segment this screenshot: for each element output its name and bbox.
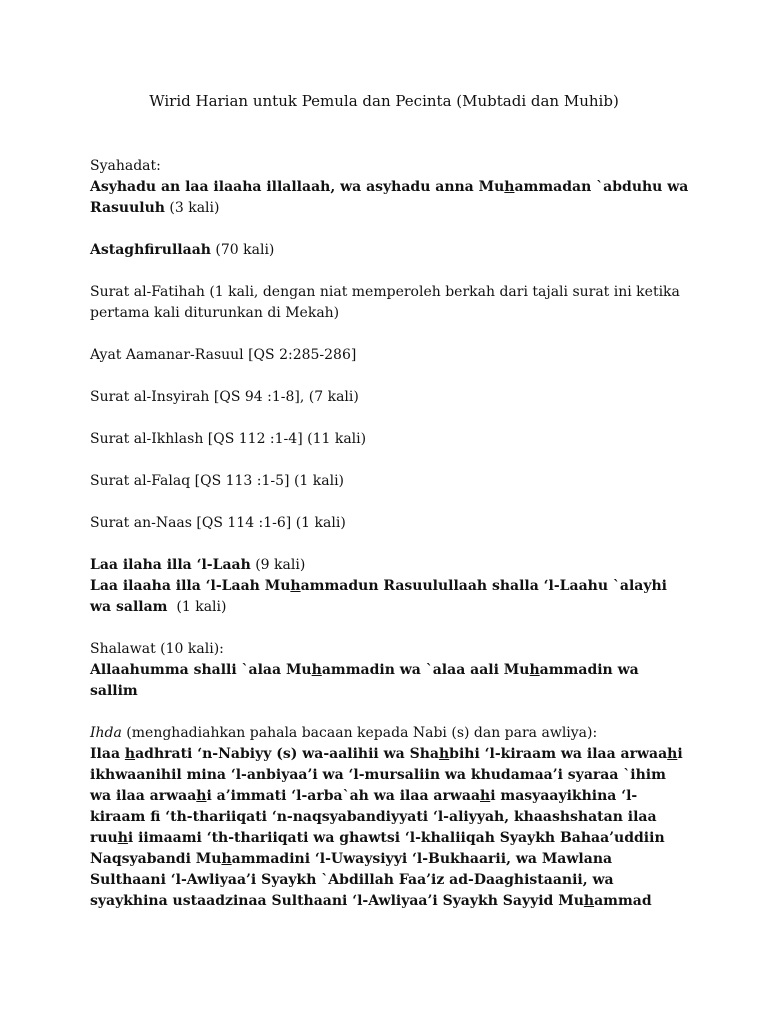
document-body bbox=[90, 156, 690, 933]
ihda-part-3: bihi ‘l-kiraam wa ilaa arwaa bbox=[449, 746, 668, 762]
ihda-underline-5: h bbox=[480, 788, 491, 804]
tahlil-line2-b: ammadun Rasuulullaah shalla ‘l-Laahu `alayhi wa sallam bbox=[90, 578, 667, 615]
tahlil-line2-a: Laa ilaaha illa ‘l-Laah Mu bbox=[90, 578, 291, 594]
aamanar-text: Ayat Aamanar-Rasuul [QS 2:285-286] bbox=[90, 347, 357, 363]
ihda-section bbox=[90, 723, 690, 912]
syahadat-label: Syahadat: bbox=[90, 158, 161, 174]
ihda-part-4: i ikhwaanihil mina ‘l-anbiyaa’i wa ‘l-mursaliin wa khudamaa’i syaraa `ihim wa ilaa arwaa bbox=[90, 746, 683, 804]
ihda-underline-2: h bbox=[438, 746, 450, 762]
shalawat-section bbox=[90, 639, 690, 702]
ihda-part-6: i masyaayikhina ‘l-kiraam fi ‘th-thariiqati ‘n-naqsyabandiyyati ‘l-aliyyah, khaashshatan ilaa ruu bbox=[90, 788, 657, 846]
tahlil-line1: Laa ilaha illa ‘l-Laah bbox=[90, 557, 251, 573]
istighfar-count: (70 kali) bbox=[215, 242, 275, 258]
insyirah-text: Surat al-Insyirah [QS 94 :1-8], (7 kali) bbox=[90, 389, 359, 405]
tahlil-line1-count: (9 kali) bbox=[255, 557, 306, 573]
ihda-part-5: i a’immati ‘l-arba`ah wa ilaa arwaa bbox=[206, 788, 481, 804]
ihda-underline-7: h bbox=[221, 851, 232, 867]
shalawat-c: ammadin wa sallim bbox=[90, 662, 639, 699]
shalawat-u1: h bbox=[311, 662, 322, 678]
shalawat-u2: h bbox=[529, 662, 540, 678]
insyirah-section bbox=[90, 387, 690, 408]
ihda-text bbox=[90, 744, 690, 912]
ihda-label bbox=[90, 723, 690, 744]
naas-text: Surat an-Naas [QS 114 :1-6] (1 kali) bbox=[90, 515, 346, 531]
ihda-part-8: ammadini ‘l-Uwaysiyyi ‘l-Bukhaarii, wa Mawlana Sulthaani ‘l-Awliyaa’i Syaykh `Abdillah Faa’iz ad-Daaghistaanii, wa syaykhina ustaadzinaa Sulthaani ‘l-Awliyaa’i Syaykh Sayyid Mu bbox=[90, 851, 614, 909]
syahadat-arabic-1: Asyhadu an laa ilaaha illallaah, wa asyhadu anna Mu bbox=[90, 179, 505, 195]
shalawat-label: Shalawat (10 kali): bbox=[90, 641, 224, 657]
ihda-underline-3: h bbox=[667, 746, 678, 762]
ihda-part-1: Ilaa bbox=[90, 746, 125, 762]
ihda-underline-4: h bbox=[196, 788, 207, 804]
ihda-underline-1: h bbox=[124, 746, 136, 762]
ihda-part-7: i iimaami ‘th-thariiqati wa ghawtsi ‘l-khaliiqah Syaykh Bahaa’uddiin Naqsyabandi Mu bbox=[90, 830, 665, 867]
tahlil-line2-count: (1 kali) bbox=[176, 599, 227, 615]
syahadat-underlined-h: h bbox=[504, 179, 515, 195]
fatihah-section bbox=[90, 282, 690, 324]
ihda-part-9: ammad bbox=[594, 893, 652, 909]
ihda-label-rest: (menghadiahkan pahala bacaan kepada Nabi (s) dan para awliya): bbox=[121, 725, 598, 741]
istighfar-text: Astaghfirullaah bbox=[90, 242, 211, 258]
syahadat-count: (3 kali) bbox=[169, 200, 220, 216]
shalawat-b: ammadin wa `alaa aali Mu bbox=[321, 662, 530, 678]
aamanar-section bbox=[90, 345, 690, 366]
istighfar-section bbox=[90, 240, 690, 261]
shalawat-a: Allaahumma shalli `alaa Mu bbox=[90, 662, 312, 678]
syahadat-text bbox=[90, 177, 690, 219]
ihda-label-italic: Ihda bbox=[90, 725, 122, 741]
falaq-section bbox=[90, 471, 690, 492]
ikhlash-section bbox=[90, 429, 690, 450]
ihda-underline-6: h bbox=[117, 830, 128, 846]
syahadat-arabic-2: ammadan `abduhu wa Rasuuluh bbox=[90, 179, 689, 216]
syahadat-section bbox=[90, 156, 690, 219]
ikhlash-text: Surat al-Ikhlash [QS 112 :1-4] (11 kali) bbox=[90, 431, 367, 447]
falaq-text: Surat al-Falaq [QS 113 :1-5] (1 kali) bbox=[90, 473, 345, 489]
tahlil-section bbox=[90, 555, 690, 618]
naas-section bbox=[90, 513, 690, 534]
tahlil-line2-underlined-h: h bbox=[290, 578, 301, 594]
fatihah-text: Surat al-Fatihah (1 kali, dengan niat memperoleh berkah dari tajali surat ini ketika pertama kali diturunkan di Mekah) bbox=[90, 284, 680, 321]
page-title: Wirid Harian untuk Pemula dan Pecinta (Mubtadi dan Muhib) bbox=[149, 92, 619, 110]
ihda-part-2: adhrati ‘n-Nabiyy (s) wa-aalihii wa Sha bbox=[135, 746, 439, 762]
ihda-underline-8: h bbox=[583, 893, 595, 909]
shalawat-text bbox=[90, 660, 690, 702]
